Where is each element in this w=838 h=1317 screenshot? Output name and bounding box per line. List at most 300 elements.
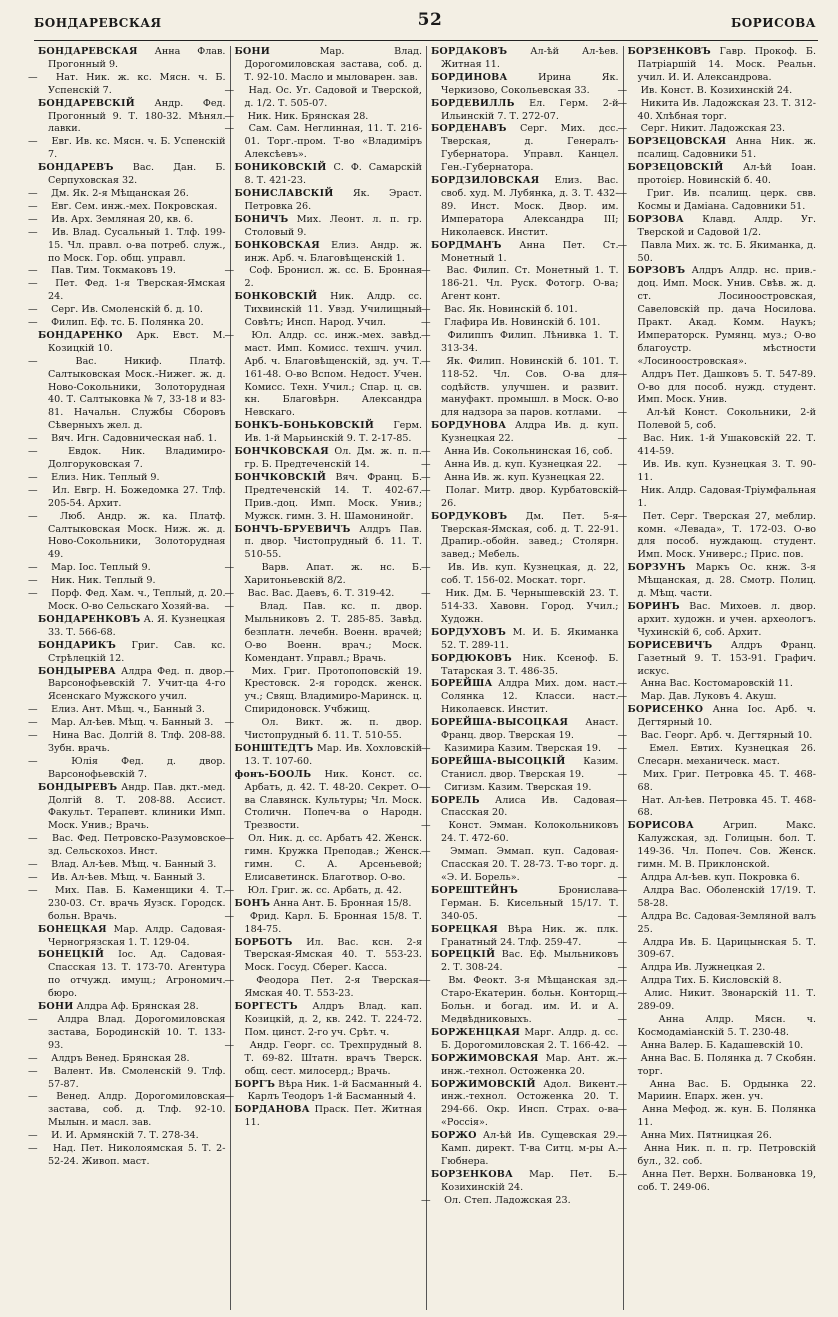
- repeat-dash: —: [421, 742, 431, 754]
- repeat-dash: —: [421, 820, 431, 832]
- entry-text: Ирина Як. Черкизово, Сокольевская 33.: [441, 71, 619, 96]
- entry-text: Вас. Фед. Петровско-Разумовское зд. Сельскохоз. Инст.: [48, 833, 226, 858]
- directory-entry: [224, 717, 423, 743]
- entry-text: Вяч. Игн. Садовническая наб. 1.: [51, 433, 217, 445]
- directory-entry: [421, 562, 619, 588]
- entry-text: Алдръ Алдр. нс. прив.-доц. Имп. Моск. Унив. Свѣв. ж. д. ст. Лосиноостровская, Савеловскій пр. дача Носилова. Практ. Акад. Комм. Наукъ; Императорск. Румянц. муз.; О-во благоустр. мѣстности «Лосиноостровская».: [637, 265, 816, 367]
- entry-text: Феодора Пет. 2-я Тверская-Ямская 40. Т. 553-23.: [244, 975, 422, 1000]
- entry-surname: БОРЕЙША-ВЫСОЦКАЯ: [431, 717, 569, 729]
- entry-text: Нат. Ник. ж. кс. Мясн. ч. Б. Успенскій 7.: [48, 71, 226, 96]
- entry-text: Анаст. Франц. двор. Тверская 19.: [441, 717, 619, 742]
- directory-entry: [421, 781, 619, 795]
- directory-entry: [235, 524, 423, 563]
- directory-entry: [617, 123, 817, 136]
- repeat-dash: —: [617, 1130, 628, 1142]
- entry-text: Ив. Ал-ѣев. Мѣщ. ч. Банный 3.: [51, 872, 206, 883]
- directory-entry: [431, 924, 619, 950]
- repeat-dash: —: [28, 355, 38, 367]
- entry-text: Казимира Казим. Тверская 19.: [444, 742, 602, 754]
- repeat-dash: —: [28, 833, 38, 845]
- entry-text: Люб. Андр. ж. ка. Платф. Салтыковская Моск. Ниж. ж. д. Ново-Сокольники, Золоторудная 49.: [48, 510, 226, 561]
- repeat-dash: —: [224, 329, 235, 341]
- repeat-dash: —: [421, 846, 431, 858]
- repeat-dash: —: [617, 1078, 628, 1090]
- entry-text: Юл. Алдр. сс. инж.-мех. завѣд. маст. Имп. Комисс. техшч. учил. Арб. ч. Благовѣщенскій, зд. уч. Т. 161-48. О-во Вспом. Недост. Учен. Комисс. Техн. Учил.; Спар. ц. св. кн. Благовѣрн. Александра Невскаго.: [244, 329, 422, 419]
- entry-surname: БОНДЫРЕВА: [38, 665, 116, 677]
- entry-text: Дм. Пет. 5-я Тверская-Ямская, соб. д. Т. 22-91. Драпир.-обойн. завед.; Столярн. завед.; Мебель.: [441, 510, 619, 561]
- directory-entry: [38, 949, 226, 1001]
- entry-text: Дм. Як. 2-я Мѣщанская 26.: [51, 187, 189, 199]
- entry-text: Як. Эраст. Петровка 26.: [244, 187, 422, 212]
- entry-surname: БОРЖИМОВСКАЯ: [431, 1052, 539, 1064]
- entry-text: Вас. Филип. Ст. Монетный 1. Т. 186-21. Чл. Руск. Фотогр. О-ва; Агент конт.: [441, 265, 619, 303]
- entry-text: Анна Валер. Б. Кадашевскій 10.: [640, 1039, 804, 1051]
- entry-text: Андр. Пав. дкт.-мед. Долгій 8. Т. 208-88. Ассист. Факульт. Терапевт. клиники Имп. Моск. Унив.; Врачь.: [48, 781, 226, 832]
- entry-text: Нат. Ал-ѣев. Петровка 45. Т. 468-68.: [637, 794, 816, 819]
- directory-entry: [617, 730, 817, 743]
- repeat-dash: —: [28, 433, 38, 445]
- directory-entry: [28, 265, 226, 278]
- directory-entry: [38, 162, 226, 188]
- directory-entry: [617, 1039, 817, 1053]
- directory-entry: [38, 666, 226, 705]
- repeat-dash: —: [421, 355, 431, 367]
- entry-surname: БОНИ: [234, 46, 270, 57]
- entry-surname: БОНЕЦКАЯ: [38, 923, 107, 935]
- directory-entry: [235, 446, 423, 472]
- directory-entry: [628, 136, 817, 162]
- entry-text: Карлъ Теодоръ 1-й Басманный 4.: [247, 1091, 417, 1103]
- repeat-dash: —: [28, 1143, 38, 1155]
- directory-entry: [617, 872, 817, 885]
- entry-text: Венед. Алдр. Дорогомиловская застава, соб. д. Тлф. 92-10. Мылын. и масл. зав.: [48, 1091, 226, 1129]
- directory-entry: [617, 187, 817, 214]
- entry-surname: БОНДАРЕВЪ: [38, 162, 114, 174]
- directory-entry: [421, 459, 619, 472]
- directory-entry: [628, 640, 817, 679]
- entry-text: Никита Ив. Ладожская 23. Т. 312-40. Хлѣбная торг.: [637, 97, 816, 122]
- repeat-dash: —: [28, 446, 38, 458]
- directory-entry: [235, 472, 423, 524]
- repeat-dash: —: [617, 1052, 628, 1064]
- directory-entry: [431, 511, 619, 563]
- directory-entry: [235, 1001, 423, 1040]
- directory-entry: [617, 910, 817, 937]
- entry-text: Порф. Фед. Хам. ч., Теплый, д. 20. Моск. О-во Сельскаго Хозяй-ва.: [48, 588, 226, 612]
- entry-text: Пет. Серг. Тверская 27, меблир. комн. «Левада», Т. 172-03. О-во для пособ. нуждающ. студент. Имп. Моск. Универс.; Прис. пов.: [637, 510, 816, 561]
- repeat-dash: —: [28, 1013, 38, 1025]
- entry-text: Праск. Пет. Житная 11.: [244, 1104, 422, 1129]
- entry-text: Андр. Георг. сс. Трехпрудный 8. Т. 69-82. Штатн. врачъ Тверск. общ. сест. милосерд.; Врачь.: [244, 1039, 422, 1077]
- entry-text: Ил. Вас. ксн. 2-я Тверская-Ямская 40. Т. 553-23. Моск. Госуд. Сберег. Касса.: [244, 936, 422, 974]
- directory-entry: [431, 46, 619, 72]
- entry-surname: фонъ-БООЛЬ: [234, 768, 312, 780]
- directory-entry: [28, 833, 226, 859]
- entry-text: Серг. Мих. дсс. Тверская, д. Генералъ-Губернатора. Управл. Канцел. Ген.-Губернатора.: [441, 123, 619, 174]
- directory-entry: [28, 588, 226, 614]
- entry-text: Ол. Ник. д. сс. Арбатъ 42. Женск. гимн. Кружка Преподав.; Женск. гимн. С. А. Арсеньевой; Елисаветинск. Благотвор. О-во.: [244, 833, 422, 883]
- directory-entry: [617, 988, 817, 1014]
- repeat-dash: —: [224, 910, 235, 922]
- entry-surname: БОРДАНОВА: [234, 1104, 310, 1116]
- entry-text: Мар. Ив. Хохловскій 13. Т. 107-60.: [244, 742, 422, 767]
- repeat-dash: —: [617, 1039, 628, 1051]
- repeat-dash: —: [28, 588, 38, 600]
- repeat-dash: —: [617, 84, 628, 96]
- entry-text: Мар. Ант. ж. инж.-технол. Остоженка 20.: [441, 1052, 619, 1077]
- directory-entry: [617, 768, 817, 795]
- repeat-dash: —: [617, 459, 628, 470]
- entry-surname: БОНЧКОВСКАЯ: [234, 446, 329, 458]
- entry-text: Анна Пет. Ст. Монетный 1.: [441, 239, 619, 264]
- entry-text: Ник. Алдр. сс. Тихвинскій 11. Увзд. Училищный Совѣтъ; Инсп. Народ. Учил.: [244, 291, 422, 329]
- directory-entry: [28, 213, 226, 227]
- entry-surname: БОРБОТЪ: [234, 936, 293, 948]
- entry-text: Мар. Пет. Б. Козихинскій 24.: [441, 1168, 619, 1193]
- directory-entry: [617, 678, 817, 691]
- repeat-dash: —: [224, 562, 235, 574]
- directory-entry: [617, 794, 817, 821]
- repeat-dash: —: [421, 588, 431, 600]
- repeat-dash: —: [617, 187, 628, 199]
- entry-text: Арк. Евст. М. Козицкій 10.: [48, 329, 226, 354]
- directory-entry: [431, 885, 619, 924]
- directory-entry: [28, 730, 226, 756]
- directory-entry: [431, 1027, 619, 1053]
- repeat-dash: —: [617, 407, 628, 419]
- entry-text: Пет. Фед. 1-я Тверская-Ямская 24.: [48, 278, 226, 303]
- repeat-dash: —: [617, 433, 628, 445]
- directory-entry: [28, 446, 226, 472]
- entry-text: Алдръ Франц. Газетный 9. Т. 153-91. Графич. искус.: [637, 639, 816, 677]
- entry-surname: БОНДАРЕНКО: [38, 329, 123, 341]
- directory-entry: [617, 691, 817, 704]
- entry-text: Анна Пет. Верхн. Болвановка 19, соб. Т. 249-06.: [637, 1168, 816, 1193]
- entry-text: Вяч. Франц. Б. Предтеченскій 14. Т. 402-67. Прив.-доц. Имп. Моск. Унив.; Мужск. гимн. З. Н. Шамонинойг.: [244, 471, 422, 522]
- entry-surname: БОРДУКОВЪ: [431, 510, 508, 522]
- entry-surname: БОНДЫРЕВЪ: [38, 781, 118, 793]
- entry-surname: БОРГЪ: [234, 1078, 276, 1090]
- directory-entry: [431, 1079, 619, 1131]
- entry-surname: БОНДАРИКЪ: [38, 639, 116, 651]
- entry-surname: БОРДАКОВЪ: [431, 46, 508, 57]
- entry-text: Сам. Сам. Неглинная, 11. Т. 216-01. Торг.-пром. Т-во «Владиміръ Алексѣевъ».: [244, 123, 422, 161]
- directory-entry: [431, 420, 619, 446]
- repeat-dash: —: [617, 97, 628, 109]
- entry-text: Агрип. Макс. Калужская, зд. Голицын. бол. Т. 149-36. Чл. Попеч. Сов. Женск. гимн. М. В. Приклонской.: [637, 820, 816, 871]
- entry-text: Ол. Дм. ж. п. п. гр. Б. Предтеченскій 14.: [244, 446, 422, 470]
- entry-surname: БОРДМАНЪ: [431, 239, 502, 251]
- entry-text: Бронислава Герман. Б. Кисельный 15/17. Т. 340-05.: [441, 884, 619, 922]
- entry-surname: БОРЗОВА: [627, 213, 684, 225]
- entry-text: Анна Мих. Пятницкая 26.: [640, 1130, 772, 1142]
- entry-text: Алдръ Венед. Брянская 28.: [51, 1052, 190, 1064]
- entry-text: Елиз. Ник. Теплый 9.: [51, 471, 160, 483]
- entry-text: Нина Вас. Долгій 8. Тлф. 208-88. Зубн. врачь.: [48, 730, 226, 754]
- repeat-dash: —: [421, 304, 431, 316]
- entry-text: Гавр. Прокоф. Б. Патріаршій 14. Моск. Реальн. учил. И. И. Александрова.: [637, 46, 816, 83]
- directory-entry: [38, 782, 226, 834]
- entry-text: Алдра Мих. дом. наст. Солянка 12. Класси. наст. Николаевск. Инстит.: [441, 678, 619, 716]
- directory-entry: [28, 136, 226, 162]
- entry-text: Влад. Пав. кс. п. двор. Мыльниковъ 2. Т. 285-85. Завѣд. безплатн. лечебн. Военн. врачей; О-во Военн. врач.; Моск. Комендант. Управл.; Врачь.: [244, 600, 422, 664]
- entry-text: Алдра Ив. д. куп. Кузнецкая 22.: [441, 420, 619, 445]
- directory-entry: [224, 329, 423, 420]
- entry-text: С. Ф. Самарскій 8. Т. 421-23.: [244, 162, 422, 187]
- entry-text: Алдра Ив. Лужнецкая 2.: [640, 962, 766, 974]
- entry-text: Алдра Ив. Б. Царицынская 5. Т. 309-67.: [637, 936, 817, 961]
- repeat-dash: —: [224, 717, 235, 729]
- entry-text: Юл. Григ. ж. сс. Арбать, д. 42.: [247, 884, 402, 896]
- repeat-dash: —: [28, 200, 38, 212]
- directory-entry: [617, 1052, 817, 1079]
- entry-text: Ал-ѣй Ив. Сущевская 29. Камп. директ. Т-ва Ситц. м-ры А. Гюбнера.: [441, 1130, 619, 1167]
- repeat-dash: —: [617, 768, 628, 780]
- entry-text: И. И. Армянскій 7. Т. 278-34.: [51, 1130, 199, 1142]
- entry-text: Мар. Ал-ѣев. Мѣщ. ч. Банный 3.: [51, 717, 214, 729]
- entry-text: Мар. Дав. Луковъ 4. Акуш.: [640, 691, 777, 703]
- entry-text: Вас. Еф. Мыльниковъ 2. Т. 308-24.: [441, 949, 619, 974]
- repeat-dash: —: [28, 304, 38, 316]
- entry-text: Павла Мих. ж. тс. Б. Якиманка, д. 50.: [637, 239, 816, 264]
- column-2: [224, 46, 428, 1310]
- entry-text: Евг. Сем. инж.-мех. Покровская.: [51, 200, 218, 212]
- directory-entry: [431, 175, 619, 240]
- directory-entry: [235, 1079, 423, 1092]
- repeat-dash: —: [28, 562, 38, 574]
- directory-entry: [28, 484, 226, 511]
- directory-entry: [421, 304, 619, 317]
- entry-text: Маркъ Ос. кнж. 3-я Мѣщанская, д. 28. Смотр. Полиц. д. Мѣщ. части.: [637, 562, 816, 600]
- repeat-dash: —: [617, 510, 628, 522]
- entry-text: Влад. Ал-ѣев. Мѣщ. ч. Банный 3.: [51, 859, 217, 871]
- repeat-dash: —: [421, 975, 431, 987]
- repeat-dash: —: [28, 884, 38, 896]
- directory-entry: [235, 769, 423, 834]
- entry-surname: БОРИНЪ: [627, 600, 680, 612]
- entry-text: Евдок. Ник. Владимиро-Долгоруковская 7.: [48, 446, 226, 470]
- repeat-dash: —: [617, 742, 628, 754]
- entry-text: Ил. Евгр. Н. Божедомка 27. Тлф. 205-54. Архит.: [48, 484, 226, 509]
- directory-entry: [617, 936, 817, 963]
- repeat-dash: —: [617, 794, 628, 806]
- directory-entry: [235, 162, 423, 188]
- entry-surname: БОНДАРЕНКОВЪ: [38, 613, 141, 625]
- repeat-dash: —: [617, 1104, 628, 1116]
- directory-entry: [617, 1013, 817, 1040]
- entry-surname: БОНЪ: [234, 897, 271, 909]
- entry-text: Фрид. Карл. Б. Бронная 15/8. Т. 184-75.: [244, 910, 422, 935]
- entry-surname: БОНДАРЕВСКІЙ: [38, 97, 135, 109]
- directory-entry: [628, 704, 817, 730]
- directory-entry: [224, 265, 423, 291]
- directory-entry: [617, 97, 817, 124]
- directory-entry: [628, 214, 817, 240]
- directory-entry: [28, 872, 226, 885]
- running-head-right: БОРИСОВА: [731, 16, 816, 30]
- entry-text: Мар. Алдр. Садовая-Черногрязская 1. Т. 129-04.: [48, 923, 226, 948]
- entry-text: Ив. Ив. куп. Кузнецкая, д. 22, соб. Т. 156-02. Москат. торг.: [441, 562, 619, 587]
- directory-entry: [617, 1130, 817, 1143]
- entry-surname: БОРЕШТЕЙНЪ: [431, 884, 519, 896]
- entry-surname: БОРДЮКОВЪ: [431, 652, 512, 664]
- directory-entry: [224, 910, 423, 937]
- entry-surname: БОРЕЙША-ВЫСОЦКІЙ: [431, 755, 566, 767]
- entry-text: Филиппъ Филип. Лѣнивка 1. Т. 313-34.: [441, 329, 619, 354]
- directory-entry: [224, 1039, 423, 1079]
- entry-text: Юлія Фед. д. двор. Варсонофьевскій 7.: [48, 755, 226, 780]
- repeat-dash: —: [28, 1130, 38, 1142]
- directory-entry: [224, 975, 423, 1001]
- directory-entry: [617, 239, 817, 266]
- repeat-dash: —: [28, 226, 38, 238]
- entry-surname: БОРЖИМОВСКІЙ: [431, 1078, 536, 1090]
- entry-text: Григ. Ив. псалищ. церк. свв. Космы и Даміана. Садовники 51.: [637, 187, 816, 212]
- entry-surname: БОНЕЦКІЙ: [38, 949, 105, 961]
- entry-text: Анна Вас. Б. Ордынка 22. Мариин. Епарх. жен. уч.: [637, 1078, 816, 1103]
- directory-entry: [628, 265, 817, 368]
- directory-entry: [224, 123, 423, 162]
- repeat-dash: —: [617, 1013, 628, 1025]
- directory-entry: [431, 1053, 619, 1079]
- entry-text: Вас. Як. Новинскій б. 101.: [444, 304, 578, 316]
- entry-text: Алдра Вс. Садовая-Земляной валъ 25.: [637, 910, 816, 935]
- repeat-dash: —: [617, 988, 628, 1000]
- directory-entry: [431, 717, 619, 743]
- repeat-dash: —: [28, 755, 38, 767]
- directory-entry: [431, 98, 619, 124]
- repeat-dash: —: [28, 471, 38, 483]
- repeat-dash: —: [28, 859, 38, 871]
- directory-entry: [617, 962, 817, 975]
- entry-surname: БОРГЕСТЪ: [234, 1001, 298, 1013]
- directory-entry: [421, 975, 619, 1027]
- entry-text: Анна Вас. Костомаровскій 11.: [640, 678, 793, 690]
- entry-surname: БОРЕЦКАЯ: [431, 923, 498, 935]
- entry-text: Алдра Влад. Дорогомиловская застава, Бородинскій 10. Т. 133-93.: [48, 1013, 226, 1051]
- entry-text: Анна Вас. Б. Полянка д. 7 Скобян. торг.: [637, 1052, 816, 1077]
- entry-surname: БОНКЪ-БОНЬКОВСКІЙ: [234, 420, 375, 432]
- directory-entry: [224, 110, 423, 124]
- repeat-dash: —: [224, 833, 235, 845]
- directory-entry: [617, 1143, 817, 1169]
- entry-text: Ал-ѣй Ал-ѣев. Житная 11.: [441, 46, 619, 70]
- entry-surname: БОРИСЕНКО: [627, 704, 704, 716]
- directory-entry: [628, 601, 817, 640]
- entry-text: Елиз. Андр. ж. инж. Арб. ч. Благовѣщенскій 1.: [244, 239, 422, 264]
- entry-text: Алис. Никит. Звонарскій 11. Т. 289-09.: [637, 988, 816, 1013]
- entry-text: Як. Филип. Новинскій б. 101. Т. 118-52. Чл. Сов. О-ва для содѣйств. улучшен. и развит. мануфакт. промышл. в Моск. О-во для надзора за паров. котлами.: [441, 355, 619, 419]
- directory-entry: [28, 562, 226, 575]
- header-rule: [34, 40, 818, 41]
- directory-entry: [421, 265, 619, 304]
- page-header: [0, 0, 838, 44]
- repeat-dash: —: [617, 368, 628, 380]
- repeat-dash: —: [421, 265, 431, 277]
- entry-text: Мих. Пав. Б. Каменщики 4. Т. 230-03. Ст. врачь Яузск. Городск. больн. Врачь.: [48, 884, 226, 922]
- repeat-dash: —: [224, 665, 235, 677]
- directory-entry: [235, 46, 423, 85]
- directory-entry: [28, 226, 226, 266]
- directory-entry: [28, 278, 226, 304]
- directory-entry: [224, 600, 423, 666]
- entry-text: Вас. Никиф. Платф. Салтыковская Моск.-Нижег. ж. д. Ново-Сокольники, Золоторудная 40. Т. Салтыковка № 7, 33-18 и 83-81. Начальн. Службы Сборовъ Сѣверныхъ жел. д.: [48, 355, 226, 432]
- repeat-dash: —: [421, 484, 431, 496]
- directory-entry: [28, 859, 226, 872]
- repeat-dash: —: [224, 1091, 235, 1103]
- directory-entry: [617, 407, 817, 433]
- entry-text: Ол. Викт. ж. п. двор. Чистопрудный б. 11. Т. 510-55.: [244, 717, 422, 742]
- entry-text: М. И. Б. Якиманка 52. Т. 289-11.: [441, 626, 619, 651]
- directory-entry: [235, 188, 423, 214]
- directory-entry: [28, 1052, 226, 1066]
- entry-surname: БОРДЕВИЛЛЬ: [431, 97, 515, 109]
- entry-text: Анна Ив. Сокольнинская 16, соб.: [444, 446, 613, 458]
- directory-entry: [235, 937, 423, 976]
- repeat-dash: —: [224, 600, 235, 612]
- entry-text: Алдра Вас. Оболенскій 17/19. Т. 58-28.: [637, 884, 816, 909]
- entry-surname: БОНИ: [38, 1001, 74, 1013]
- entry-text: Мар. Влад. Дорогомиловская застава, соб. д. Т. 92-10. Масло и мыловарен. зав.: [244, 46, 422, 83]
- repeat-dash: —: [28, 872, 38, 883]
- directory-entry: [431, 756, 619, 782]
- repeat-dash: —: [617, 691, 628, 703]
- entry-text: Варв. Апат. ж. нс. Б. Харитоньевскій 8/2.: [244, 562, 422, 587]
- repeat-dash: —: [617, 910, 628, 922]
- entry-text: Вас. Ник. 1-й Ушаковскій 22. Т. 414-59.: [637, 433, 816, 458]
- entry-text: Ел. Герм. 2-й Ильинскій 7. Т. 272-07.: [441, 97, 619, 122]
- repeat-dash: —: [617, 962, 628, 974]
- repeat-dash: —: [617, 884, 628, 896]
- entry-surname: БОРЗУНЪ: [627, 562, 686, 574]
- directory-entry: [421, 317, 619, 330]
- directory-entry: [38, 614, 226, 640]
- directory-entry: [224, 588, 423, 601]
- directory-entry: [28, 510, 226, 563]
- directory-entry: [421, 588, 619, 627]
- entry-surname: БОРЕЛЬ: [431, 794, 480, 806]
- entry-text: Над. Ос. Уг. Садовой и Тверской, д. 1/2. Т. 505-07.: [244, 84, 422, 109]
- repeat-dash: —: [617, 975, 628, 987]
- directory-entry: [235, 291, 423, 330]
- entry-text: Ник. Ник. Брянская 28.: [247, 110, 369, 122]
- directory-entry: [38, 98, 226, 137]
- entry-surname: БОРИСЕВИЧЪ: [627, 639, 713, 651]
- entry-text: Вас. Вас. Даевъ, 6. Т. 319-42.: [247, 588, 395, 600]
- entry-text: Анна Флав. Прогонный 9.: [48, 46, 226, 70]
- directory-entry: [421, 742, 619, 756]
- repeat-dash: —: [421, 446, 431, 458]
- directory-entry: [617, 433, 817, 459]
- entry-text: Мих. Григ. Петровка 45. Т. 468-68.: [637, 768, 816, 793]
- entry-surname: БОРДУХОВЪ: [431, 626, 506, 638]
- directory-entry: [224, 884, 423, 898]
- entry-text: Андр. Фед. Прогонный 9. Т. 180-32. Мѣнял. лавки.: [48, 97, 226, 135]
- entry-text: Алдра Фед. п. двор. Варсонофьевскій 7. Учит-ца 4-го Ясенскаго Мужского учил.: [48, 665, 226, 703]
- directory-entry: [421, 446, 619, 459]
- entry-text: Алдръ Пав. п. двор. Чистопрудный б. 11. Т. 510-55.: [244, 523, 422, 561]
- entry-text: Пав. Тим. Токмаковъ 19.: [51, 265, 176, 277]
- repeat-dash: —: [617, 678, 628, 690]
- entry-text: Вас. Михоев. л. двор. архит. художн. и учен. археологъ. Чухинскій 6, соб. Архит.: [637, 600, 816, 638]
- directory-entry: [28, 433, 226, 446]
- entry-surname: БОРЗЕЦОВСКІЙ: [627, 162, 724, 174]
- directory-entry: [617, 1078, 817, 1105]
- directory-entry: [38, 924, 226, 950]
- entry-text: Над. Пет. Николоямская 5. Т. 2-52-24. Живоп. маст.: [48, 1143, 226, 1167]
- repeat-dash: —: [224, 84, 235, 96]
- entry-text: Елиз. Вас. своб. худ. М. Лубянка, д. 3. Т. 432-89. Инст. Моск. Двор. им. Императора Александра III; Николаевск. Инстит.: [441, 175, 619, 238]
